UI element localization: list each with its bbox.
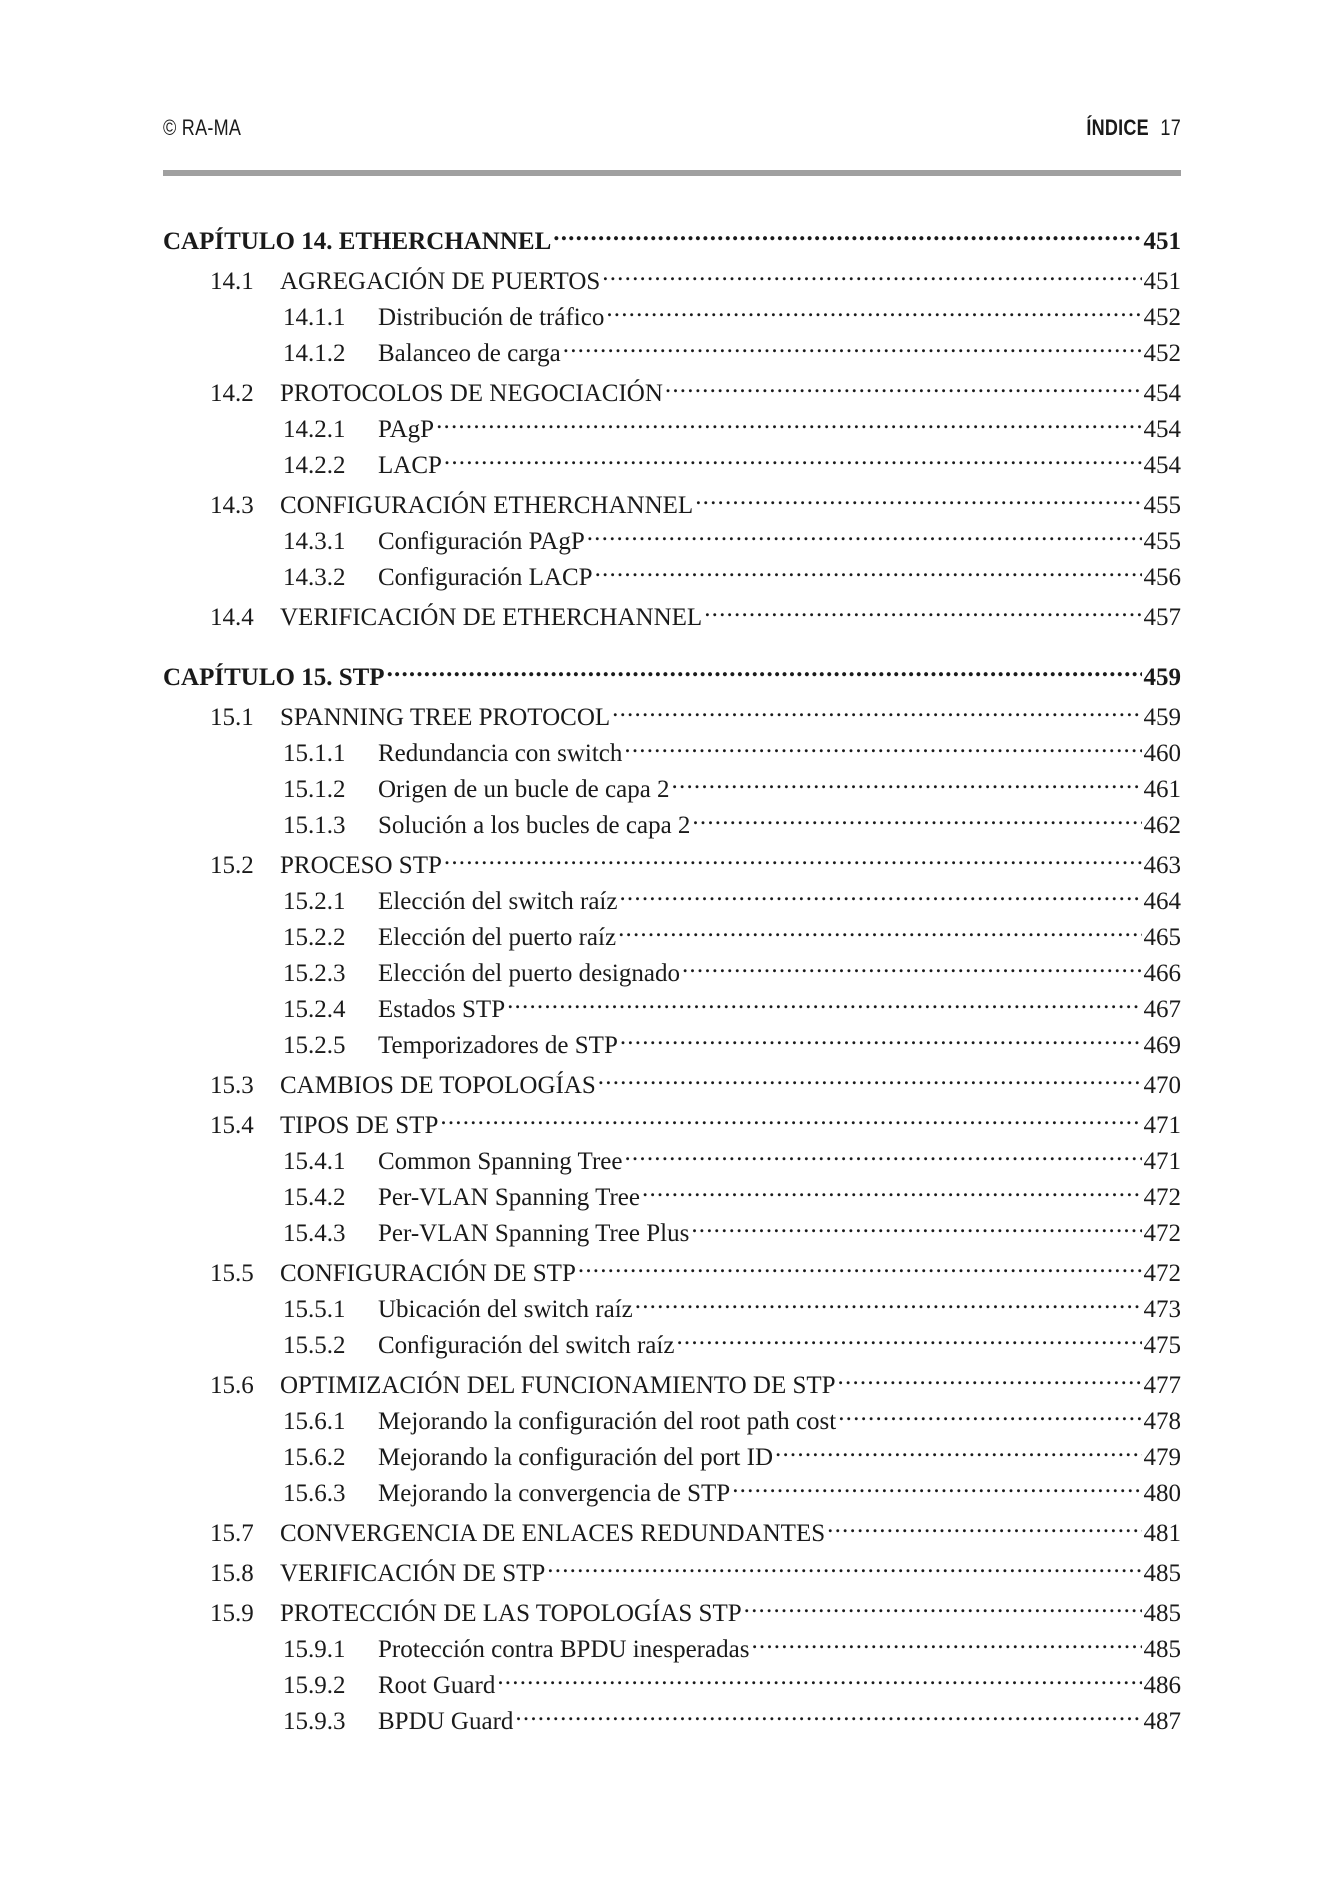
toc-entry-number: 15.4: [210, 1112, 254, 1139]
toc-entry-page: 475: [1143, 1332, 1181, 1359]
toc-section-row[interactable]: [163, 1596, 1181, 1632]
page-number: 17: [1160, 115, 1181, 140]
toc-entry-title: Elección del puerto designado: [378, 960, 680, 987]
toc-entry-number: 15.5.1: [283, 1296, 346, 1323]
dot-leader: [695, 488, 1141, 513]
toc-entry-page: 454: [1143, 452, 1181, 479]
dot-leader: [827, 1516, 1141, 1541]
dot-leader: [665, 376, 1142, 401]
toc-entry-page: 472: [1143, 1184, 1181, 1211]
toc-entry-number: 14.3.1: [283, 528, 346, 555]
toc-entry-title: Configuración PAgP: [378, 528, 585, 555]
toc-entry-title: PROTOCOLOS DE NEGOCIACIÓN: [280, 380, 663, 407]
toc-entry-number: 14.1.1: [283, 304, 346, 331]
toc-entry-page: 479: [1143, 1444, 1181, 1471]
toc-entry-number: 15.3: [210, 1072, 254, 1099]
toc-entry-number: 14.4: [210, 604, 254, 631]
toc-entry-page: 463: [1143, 852, 1181, 879]
toc-entry-title: Per-VLAN Spanning Tree Plus: [378, 1220, 690, 1247]
dot-leader: [682, 956, 1142, 981]
toc-entry-number: 15.2.3: [283, 960, 346, 987]
dot-leader: [620, 1028, 1142, 1053]
toc-entry-title: CONFIGURACIÓN DE STP: [280, 1260, 576, 1287]
toc-entry-title: SPANNING TREE PROTOCOL: [280, 704, 611, 731]
toc-entry-page: 452: [1143, 304, 1181, 331]
dot-leader: [838, 1404, 1141, 1429]
toc-entry-title: PROTECCIÓN DE LAS TOPOLOGÍAS STP: [280, 1600, 742, 1627]
toc-entry-number: 14.2: [210, 380, 254, 407]
dot-leader: [672, 772, 1142, 797]
toc-section-row[interactable]: [163, 1516, 1181, 1552]
toc-entry-number: 15.2.5: [283, 1032, 346, 1059]
toc-subsection-row[interactable]: [163, 448, 1181, 484]
toc-entry-title: Root Guard: [378, 1672, 496, 1699]
dot-leader: [775, 1440, 1141, 1465]
toc-subsection-row[interactable]: [163, 992, 1181, 1028]
toc-subsection-row[interactable]: [163, 1328, 1181, 1364]
dot-leader: [704, 600, 1141, 625]
toc-entry-page: 456: [1143, 564, 1181, 591]
toc-entry-page: 472: [1143, 1220, 1181, 1247]
toc-entry-title: Balanceo de carga: [378, 340, 561, 367]
toc-entry-title: CAMBIOS DE TOPOLOGÍAS: [280, 1072, 596, 1099]
toc-entry-number: 15.4.2: [283, 1184, 346, 1211]
toc-entry-page: 451: [1143, 228, 1181, 255]
toc-entry-title: VERIFICACIÓN DE STP: [280, 1560, 546, 1587]
toc-entry-title: Elección del puerto raíz: [378, 924, 617, 951]
toc-entry-number: 15.6: [210, 1372, 254, 1399]
toc-subsection-row[interactable]: [163, 1440, 1181, 1476]
toc-section-row[interactable]: [163, 600, 1181, 636]
toc-subsection-row[interactable]: [163, 956, 1181, 992]
toc-subsection-row[interactable]: [163, 920, 1181, 956]
toc-entry-page: 478: [1143, 1408, 1181, 1435]
dot-leader: [612, 700, 1141, 725]
toc-subsection-row[interactable]: [163, 1404, 1181, 1440]
toc-entry-title: AGREGACIÓN DE PUERTOS: [280, 268, 601, 295]
toc-entry-title: CONFIGURACIÓN ETHERCHANNEL: [280, 492, 694, 519]
toc-section-row[interactable]: [163, 376, 1181, 412]
toc-entry-title: LACP: [378, 452, 442, 479]
toc-subsection-row[interactable]: [163, 808, 1181, 844]
toc-subsection-row[interactable]: [163, 1028, 1181, 1064]
toc-entry-number: 15.6.1: [283, 1408, 346, 1435]
toc-section-row[interactable]: [163, 488, 1181, 524]
toc-chapter-row[interactable]: [163, 660, 1181, 696]
dot-leader: [515, 1704, 1141, 1729]
toc-subsection-row[interactable]: [163, 1216, 1181, 1252]
toc-chapter-row[interactable]: [163, 224, 1181, 260]
toc-entry-number: 15.8: [210, 1560, 254, 1587]
toc-entry-number: 15.9.1: [283, 1636, 346, 1663]
toc-subsection-row[interactable]: [163, 772, 1181, 808]
toc-entry-title: Per-VLAN Spanning Tree: [378, 1184, 640, 1211]
toc-entry-number: 15.6.3: [283, 1480, 346, 1507]
toc-subsection-row[interactable]: [163, 1668, 1181, 1704]
toc-entry-number: 15.7: [210, 1520, 254, 1547]
toc-entry-number: 15.9.2: [283, 1672, 346, 1699]
toc-section-row[interactable]: [163, 1108, 1181, 1144]
toc-entry-title: Protección contra BPDU inesperadas: [378, 1636, 750, 1663]
toc-subsection-row[interactable]: [163, 1180, 1181, 1216]
dot-leader: [598, 1068, 1142, 1093]
toc-entry-title: Mejorando la convergencia de STP: [378, 1480, 731, 1507]
toc-entry-number: 15.1.3: [283, 812, 346, 839]
toc-entry-number: 15.2.2: [283, 924, 346, 951]
toc-subsection-row[interactable]: [163, 560, 1181, 596]
toc-entry-number: 15.5.2: [283, 1332, 346, 1359]
toc-subsection-row[interactable]: [163, 736, 1181, 772]
dot-leader: [578, 1256, 1142, 1281]
toc-entry-title: CONVERGENCIA DE ENLACES REDUNDANTES: [280, 1520, 826, 1547]
dot-leader: [444, 448, 1142, 473]
toc-entry-page: 470: [1143, 1072, 1181, 1099]
toc-entry-number: 15.2.1: [283, 888, 346, 915]
toc-entry-page: 487: [1143, 1708, 1181, 1735]
toc-section-row[interactable]: [163, 1368, 1181, 1404]
toc-entry-title: VERIFICACIÓN DE ETHERCHANNEL: [280, 604, 703, 631]
toc-subsection-row[interactable]: [163, 1632, 1181, 1668]
section-name: ÍNDICE: [1086, 115, 1149, 140]
toc-subsection-row[interactable]: [163, 1704, 1181, 1740]
dot-leader: [744, 1596, 1142, 1621]
toc-entry-number: 14.2.2: [283, 452, 346, 479]
toc-entry-page: 459: [1143, 704, 1181, 731]
toc-subsection-row[interactable]: [163, 412, 1181, 448]
toc-entry-title: Common Spanning Tree: [378, 1148, 623, 1175]
toc-section-row[interactable]: [163, 1256, 1181, 1292]
dot-leader: [444, 848, 1142, 873]
toc-entry-page: 455: [1143, 528, 1181, 555]
toc-entry-page: 466: [1143, 960, 1181, 987]
dot-leader: [676, 1328, 1141, 1353]
toc-section-row[interactable]: [163, 1556, 1181, 1592]
toc-subsection-row[interactable]: [163, 300, 1181, 336]
toc-entry-title: PROCESO STP: [280, 852, 442, 879]
toc-entry-page: 485: [1143, 1560, 1181, 1587]
toc-entry-title: Mejorando la configuración del port ID: [378, 1444, 774, 1471]
toc-entry-title: Distribución de tráfico: [378, 304, 605, 331]
toc-entry-number: 15.1.2: [283, 776, 346, 803]
toc-entry-page: 473: [1143, 1296, 1181, 1323]
toc-entry-page: 459: [1143, 664, 1181, 691]
toc-entry-page: 461: [1143, 776, 1181, 803]
toc-section-row[interactable]: [163, 264, 1181, 300]
header-right: [1086, 115, 1181, 141]
toc-entry-title: Elección del switch raíz: [378, 888, 618, 915]
dot-leader: [691, 1216, 1141, 1241]
toc-entry-page: 462: [1143, 812, 1181, 839]
toc-entry-page: 467: [1143, 996, 1181, 1023]
toc-entry-title: Redundancia con switch: [378, 740, 623, 767]
toc-entry-number: 14.1: [210, 268, 254, 295]
toc-entry-page: 471: [1143, 1148, 1181, 1175]
toc-entry-title: PAgP: [378, 416, 435, 443]
toc-section-row[interactable]: [163, 1068, 1181, 1104]
toc-entry-page: 454: [1143, 380, 1181, 407]
dot-leader: [595, 560, 1142, 585]
dot-leader: [387, 660, 1142, 685]
dot-leader: [692, 808, 1141, 833]
toc-entry-number: 14.3.2: [283, 564, 346, 591]
dot-leader: [497, 1668, 1141, 1693]
toc-entry-page: 464: [1143, 888, 1181, 915]
toc-entry-page: 460: [1143, 740, 1181, 767]
dot-leader: [642, 1180, 1142, 1205]
toc-entry-number: 14.1.2: [283, 340, 346, 367]
toc-entry-number: 15.4.1: [283, 1148, 346, 1175]
dot-leader: [587, 524, 1142, 549]
table-of-contents: [163, 224, 1181, 1740]
dot-leader: [838, 1368, 1142, 1393]
toc-entry-page: 472: [1143, 1260, 1181, 1287]
toc-entry-number: 15.5: [210, 1260, 254, 1287]
toc-entry-page: 486: [1143, 1672, 1181, 1699]
dot-leader: [436, 412, 1141, 437]
toc-entry-page: 477: [1143, 1372, 1181, 1399]
toc-entry-number: 14.3: [210, 492, 254, 519]
dot-leader: [618, 920, 1141, 945]
dot-leader: [606, 300, 1141, 325]
toc-subsection-row[interactable]: [163, 1144, 1181, 1180]
dot-leader: [440, 1108, 1141, 1133]
toc-subsection-row[interactable]: [163, 1476, 1181, 1512]
toc-entry-title: TIPOS DE STP: [280, 1112, 439, 1139]
toc-subsection-row[interactable]: [163, 884, 1181, 920]
toc-entry-number: 15.2.4: [283, 996, 346, 1023]
running-header: [163, 108, 1181, 148]
toc-entry-page: 480: [1143, 1480, 1181, 1507]
toc-entry-number: 15.9.3: [283, 1708, 346, 1735]
dot-leader: [624, 736, 1141, 761]
toc-entry-number: 15.1: [210, 704, 254, 731]
toc-entry-page: 481: [1143, 1520, 1181, 1547]
dot-leader: [553, 224, 1141, 249]
toc-entry-title: CAPÍTULO 15. STP: [163, 664, 385, 691]
publisher-mark: © RA-MA: [163, 115, 242, 140]
toc-section-row[interactable]: [163, 848, 1181, 884]
toc-entry-title: Configuración del switch raíz: [378, 1332, 675, 1359]
dot-leader: [602, 264, 1141, 289]
dot-leader: [624, 1144, 1141, 1169]
dot-leader: [732, 1476, 1141, 1501]
toc-entry-page: 457: [1143, 604, 1181, 631]
toc-entry-page: 455: [1143, 492, 1181, 519]
dot-leader: [751, 1632, 1141, 1657]
toc-entry-page: 454: [1143, 416, 1181, 443]
toc-entry-number: 15.2: [210, 852, 254, 879]
header-rule: [163, 170, 1181, 176]
toc-entry-title: Estados STP: [378, 996, 506, 1023]
toc-entry-page: 471: [1143, 1112, 1181, 1139]
toc-section-row[interactable]: [163, 700, 1181, 736]
toc-subsection-row[interactable]: [163, 524, 1181, 560]
toc-entry-number: 15.4.3: [283, 1220, 346, 1247]
dot-leader: [547, 1556, 1141, 1581]
toc-entry-page: 452: [1143, 340, 1181, 367]
toc-entry-page: 465: [1143, 924, 1181, 951]
toc-entry-page: 485: [1143, 1600, 1181, 1627]
toc-entry-title: BPDU Guard: [378, 1708, 514, 1735]
dot-leader: [635, 1292, 1142, 1317]
toc-entry-title: Mejorando la configuración del root path cost: [378, 1408, 837, 1435]
toc-entry-number: 15.1.1: [283, 740, 346, 767]
toc-entry-title: Origen de un bucle de capa 2: [378, 776, 670, 803]
toc-entry-title: Configuración LACP: [378, 564, 593, 591]
toc-entry-page: 451: [1143, 268, 1181, 295]
toc-entry-page: 485: [1143, 1636, 1181, 1663]
toc-subsection-row[interactable]: [163, 336, 1181, 372]
toc-entry-title: CAPÍTULO 14. ETHERCHANNEL: [163, 228, 552, 255]
toc-entry-number: 15.6.2: [283, 1444, 346, 1471]
dot-leader: [619, 884, 1141, 909]
toc-entry-number: 15.9: [210, 1600, 254, 1627]
toc-entry-number: 14.2.1: [283, 416, 346, 443]
dot-leader: [563, 336, 1142, 361]
toc-subsection-row[interactable]: [163, 1292, 1181, 1328]
toc-entry-title: Ubicación del switch raíz: [378, 1296, 633, 1323]
toc-entry-title: OPTIMIZACIÓN DEL FUNCIONAMIENTO DE STP: [280, 1372, 836, 1399]
toc-entry-title: Temporizadores de STP: [378, 1032, 618, 1059]
toc-entry-title: Solución a los bucles de capa 2: [378, 812, 691, 839]
dot-leader: [507, 992, 1141, 1017]
toc-entry-page: 469: [1143, 1032, 1181, 1059]
